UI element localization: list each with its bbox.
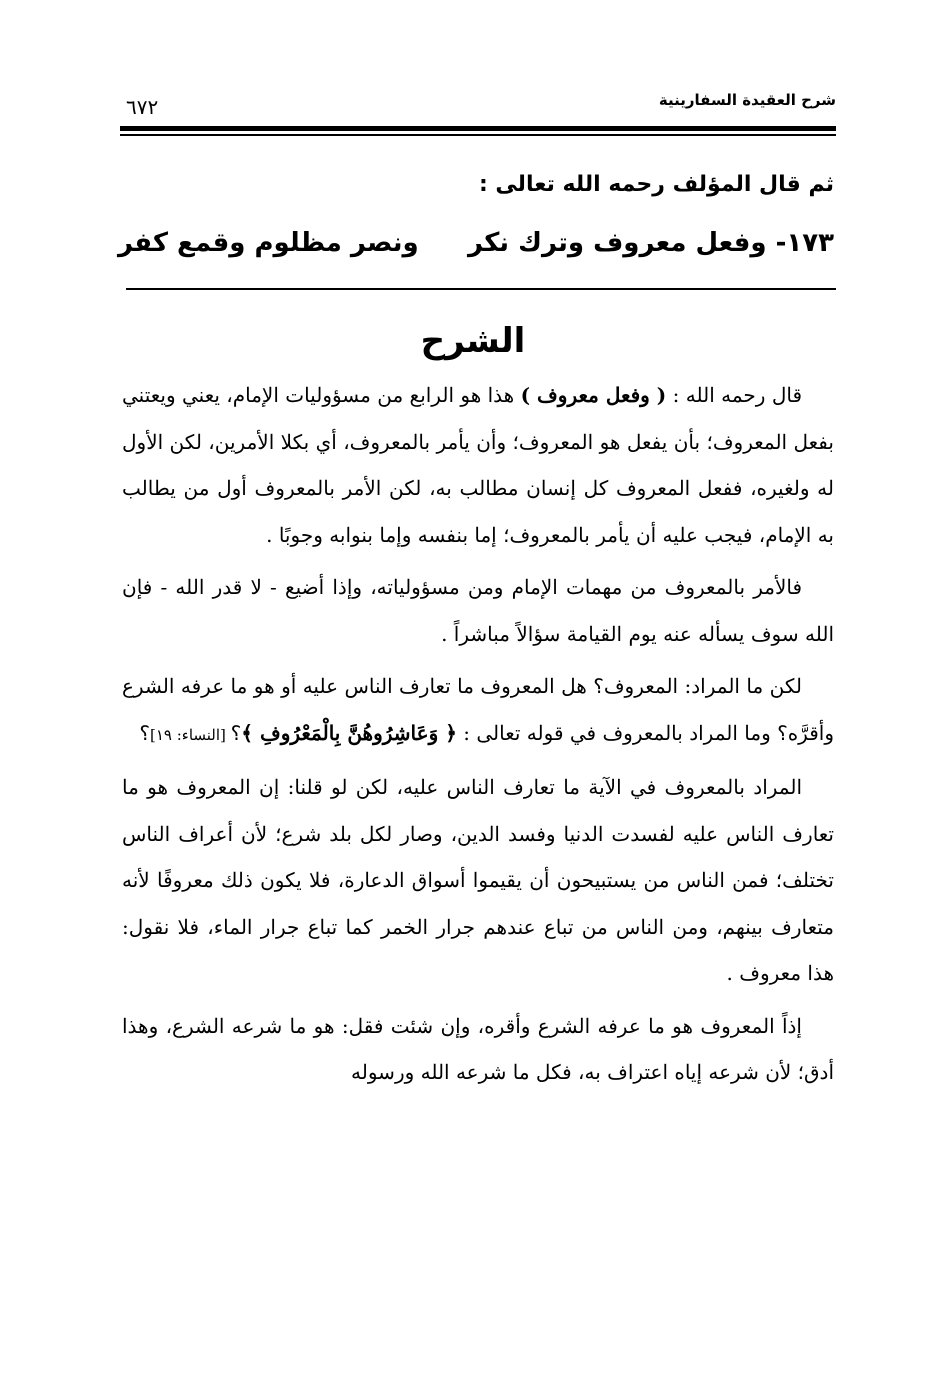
paragraph-4-text: المراد بالمعروف في الآية ما تعارف الناس عليه، لكن لو قلنا: إن المعروف هو ما تعارف الناس عليه لفسدت الدنيا وفسد الدين، وصار لكل بلد شرع؛ لأن أعراف الناس تختلف؛ فمن الناس من يستبيحون أن يقيموا أسواق الدعارة، فلا يكون ذلك معروفًا لأنه متعارف بينهم، ومن الناس من تباع عندهم جرار الخمر كما تباع جرار الماء، فلا نقول: هذا معروف . xyxy=(122,775,834,985)
poem-verse xyxy=(118,222,834,264)
paragraph-4 xyxy=(122,764,834,997)
paragraph-1-text: هذا هو الرابع من مسؤوليات الإمام، يعني ويعتني بفعل المعروف؛ بأن يفعل هو المعروف؛ وأن يأمر بالمعروف، أي بكلا الأمرين، لكن الأول له ولغيره، ففعل المعروف كل إنسان مطالب به، لكن الأمر بالمعروف أول من يطالب به الإمام، فيجب عليه أن يأمر بالمعروف؛ إما بنفسه وإما بنوابه وجوبًا . xyxy=(122,383,834,547)
intro-line: ثم قال المؤلف رحمه الله تعالى : xyxy=(478,172,834,197)
quran-reference: [النساء: ١٩] xyxy=(149,725,231,744)
paragraph-1 xyxy=(122,372,834,558)
verse-second-hemistich: ونصر مظلوم وقمع كفر xyxy=(118,228,419,258)
paragraph-2 xyxy=(122,564,834,657)
paragraph-2-text: فالأمر بالمعروف من مهمات الإمام ومن مسؤولياته، وإذا أضيع - لا قدر الله - فإن الله سوف يسأله عنه يوم القيامة سؤالاً مباشراً . xyxy=(122,575,834,646)
section-title: الشرح xyxy=(420,321,526,361)
paragraph-1-quote: ( وفعل معروف ) xyxy=(520,383,667,407)
paragraph-3-lead: لكن ما المراد: المعروف؟ هل المعروف ما تعارف الناس عليه أو هو ما عرفه الشرع وأقرَّه؟ وما المراد بالمعروف في قوله تعالى : xyxy=(122,674,834,745)
verse-first-hemistich: ١٧٣- وفعل معروف وترك نكر xyxy=(468,228,834,258)
paragraph-5-text: إذاً المعروف هو ما عرفه الشرع وأقره، وإن شئت فقل: هو ما شرعه الشرع، وهذا أدق؛ لأن شرعه إياه اعتراف به، فكل ما شرعه الله ورسوله xyxy=(122,1013,834,1084)
paragraph-3-mark: ؟ xyxy=(230,720,242,745)
quran-quote: ﴿ وَعَاشِرُوهُنَّ بِالْمَعْرُوفِ ﴾ xyxy=(241,720,457,745)
running-header xyxy=(126,80,836,120)
paragraph-3 xyxy=(122,663,834,758)
paragraph-5 xyxy=(122,1003,834,1096)
page-number: ٦٧٢ xyxy=(126,95,159,119)
commentary-body xyxy=(122,372,834,1102)
running-title: شرح العقيدة السفارينية xyxy=(658,91,836,109)
verse-rule xyxy=(126,288,836,290)
paragraph-3-tail: ؟ xyxy=(139,720,150,745)
header-rule-thick xyxy=(120,126,836,131)
header-rule-thin xyxy=(120,134,836,136)
paragraph-1-lead: قال رحمه الله : xyxy=(666,383,803,407)
